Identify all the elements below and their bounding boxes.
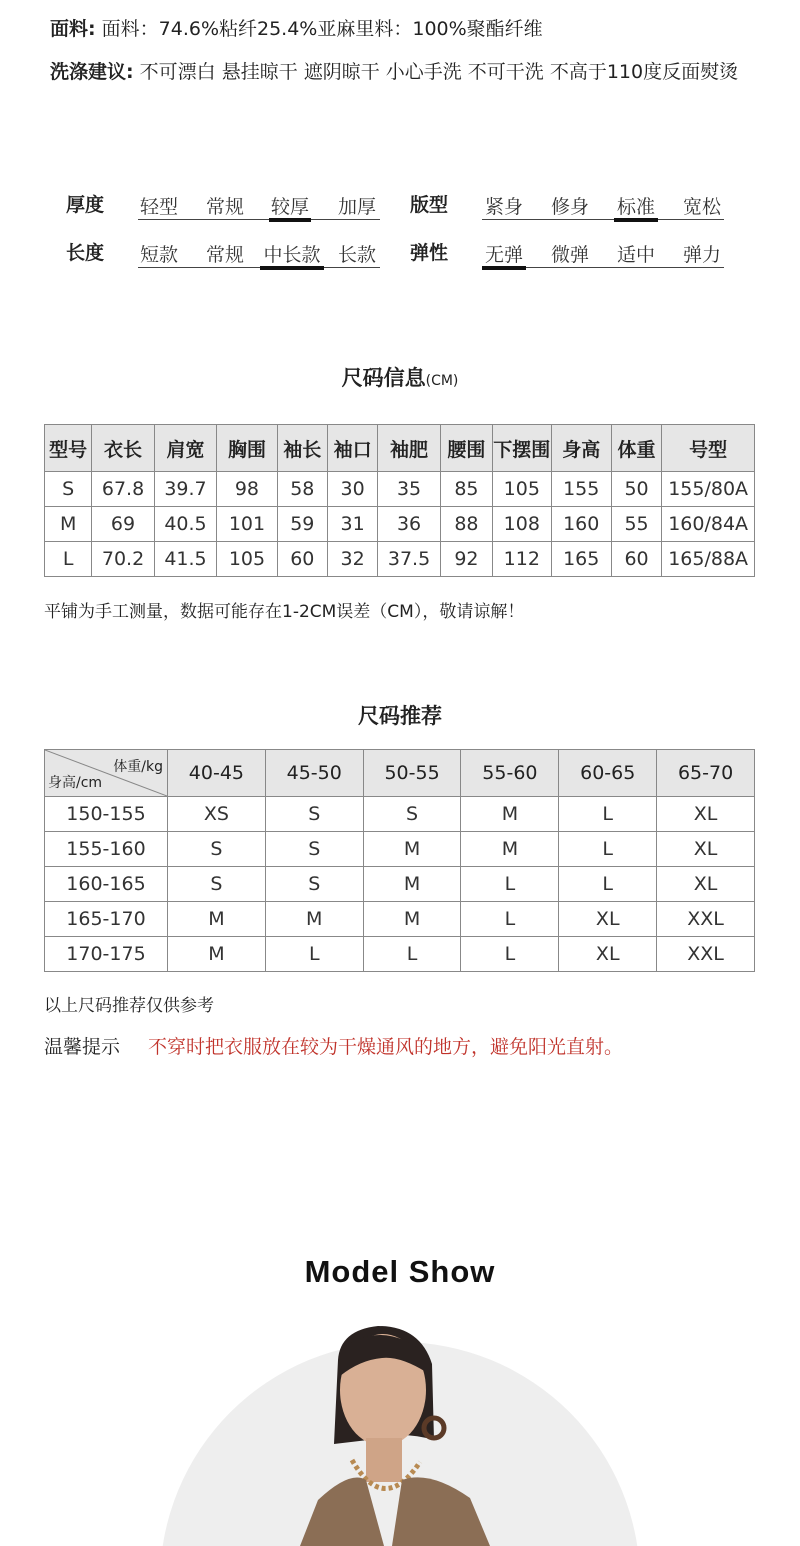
recommend-size-cell: S: [363, 797, 461, 832]
recommend-size-cell: XXL: [657, 902, 755, 937]
recommend-size-cell: S: [265, 797, 363, 832]
size-table-cell: 70.2: [92, 542, 154, 577]
recommend-size-cell: M: [461, 832, 559, 867]
size-table-cell: 60: [277, 542, 327, 577]
size-table-cell: 58: [277, 472, 327, 507]
attr-selected-mark-length: [260, 266, 324, 270]
wash-info: [50, 54, 770, 91]
table-row: [45, 507, 755, 542]
corner-height-label: 身高/cm: [48, 775, 103, 791]
attr-option-elasticity-0: 无弹: [484, 244, 523, 266]
size-table-cell: 160: [551, 507, 611, 542]
recommend-size-cell: XS: [168, 797, 266, 832]
corner-weight-label: 体重/kg: [113, 759, 163, 775]
recommend-size-cell: L: [461, 902, 559, 937]
fabric-label: 面料:: [50, 18, 96, 40]
attr-option-elasticity-2: 适中: [616, 244, 655, 266]
size-table-cell: M: [45, 507, 92, 542]
recommend-size-cell: M: [265, 902, 363, 937]
size-table-cell: 69: [92, 507, 154, 542]
size-recommend-note: 以上尺码推荐仅供参考: [44, 996, 214, 1016]
size-table-header-cell: 体重: [611, 425, 661, 472]
attr-label-thickness: 厚度: [66, 194, 105, 216]
size-table-cell: 165: [551, 542, 611, 577]
size-table-header-cell: 腰围: [440, 425, 492, 472]
recommend-size-cell: M: [461, 797, 559, 832]
size-table-cell: 31: [327, 507, 377, 542]
attr-option-length-0: 短款: [139, 244, 178, 266]
wash-label: 洗涤建议:: [50, 61, 134, 83]
recommend-weight-header: 45-50: [265, 750, 363, 797]
attr-label-elasticity: 弹性: [410, 242, 449, 264]
size-recommend-title: 尺码推荐: [358, 704, 442, 728]
attr-underline-length: [138, 267, 380, 268]
size-info-title-text: 尺码信息: [341, 366, 426, 390]
size-table-cell: 41.5: [154, 542, 216, 577]
size-table-cell: 32: [327, 542, 377, 577]
size-info-table: [44, 424, 755, 577]
recommend-size-cell: M: [363, 867, 461, 902]
recommend-weight-header: 50-55: [363, 750, 461, 797]
size-table-cell: 165/88A: [662, 542, 755, 577]
size-table-cell: 59: [277, 507, 327, 542]
size-table-cell: 36: [378, 507, 440, 542]
attr-option-thickness-3: 加厚: [337, 196, 376, 218]
recommend-size-cell: XL: [657, 867, 755, 902]
recommend-height-cell: 165-170: [45, 902, 168, 937]
recommend-size-cell: L: [461, 937, 559, 972]
recommend-size-cell: M: [363, 902, 461, 937]
size-table-cell: 55: [611, 507, 661, 542]
size-table-cell: 98: [217, 472, 277, 507]
recommend-size-cell: M: [168, 937, 266, 972]
attr-underline-thickness: [138, 219, 380, 220]
size-table-header-cell: 袖口: [327, 425, 377, 472]
attr-option-thickness-1: 常规: [205, 196, 244, 218]
size-table-cell: 60: [611, 542, 661, 577]
size-table-cell: 50: [611, 472, 661, 507]
attr-option-length-1: 常规: [205, 244, 244, 266]
size-table-header-cell: 型号: [45, 425, 92, 472]
recommend-header-row: [45, 750, 755, 797]
attr-option-length-2: 中长款: [263, 244, 321, 266]
tip-text: 不穿时把衣服放在较为干燥通风的地方，避免阳光直射。: [148, 1036, 624, 1058]
attr-option-length-3: 长款: [337, 244, 376, 266]
size-info-note: 平铺为手工测量，数据可能存在1-2CM误差（CM），敬请谅解！: [44, 602, 525, 622]
size-table-header-cell: 胸围: [217, 425, 277, 472]
table-row: [45, 797, 755, 832]
attr-label-fit: 版型: [410, 194, 449, 216]
recommend-size-cell: XL: [559, 902, 657, 937]
table-row: [45, 472, 755, 507]
fabric-text: 面料：74.6%粘纤25.4%亚麻里料：100%聚酯纤维: [95, 18, 543, 40]
size-table-cell: 108: [493, 507, 551, 542]
recommend-size-cell: M: [168, 902, 266, 937]
size-table-header-cell: 号型: [662, 425, 755, 472]
size-table-header-row: [45, 425, 755, 472]
fabric-info: [50, 14, 543, 41]
model-illustration: [0, 1320, 800, 1546]
attr-underline-fit: [482, 219, 724, 220]
recommend-size-cell: S: [168, 832, 266, 867]
recommend-size-cell: XL: [657, 832, 755, 867]
size-table-cell: 67.8: [92, 472, 154, 507]
table-row: [45, 902, 755, 937]
recommend-size-cell: S: [265, 832, 363, 867]
recommend-size-cell: S: [168, 867, 266, 902]
size-table-cell: 92: [440, 542, 492, 577]
size-info-unit: (CM): [425, 373, 459, 389]
size-table-cell: 155/80A: [662, 472, 755, 507]
size-table-header-cell: 衣长: [92, 425, 154, 472]
model-show-title: Model Show: [304, 1254, 496, 1289]
size-table-cell: 85: [440, 472, 492, 507]
attr-option-fit-0: 紧身: [484, 196, 523, 218]
size-table-cell: 155: [551, 472, 611, 507]
size-table-cell: 101: [217, 507, 277, 542]
table-row: [45, 832, 755, 867]
size-table-cell: 37.5: [378, 542, 440, 577]
table-row: [45, 937, 755, 972]
size-table-cell: 39.7: [154, 472, 216, 507]
recommend-size-cell: XL: [559, 937, 657, 972]
recommend-weight-header: 65-70: [657, 750, 755, 797]
size-table-header-cell: 身高: [551, 425, 611, 472]
table-row: [45, 542, 755, 577]
tip-label: 温馨提示: [44, 1036, 121, 1058]
size-info-title: [0, 362, 800, 392]
size-table-header-cell: 肩宽: [154, 425, 216, 472]
attr-option-thickness-0: 轻型: [139, 196, 178, 218]
recommend-corner-cell: [45, 750, 168, 797]
size-table-cell: L: [45, 542, 92, 577]
recommend-size-cell: L: [461, 867, 559, 902]
recommend-weight-header: 55-60: [461, 750, 559, 797]
attr-option-elasticity-1: 微弹: [550, 244, 589, 266]
recommend-size-cell: S: [265, 867, 363, 902]
recommend-height-cell: 170-175: [45, 937, 168, 972]
attr-option-fit-2: 标准: [616, 196, 655, 218]
size-table-cell: S: [45, 472, 92, 507]
size-recommend-table: [44, 749, 755, 972]
recommend-size-cell: L: [265, 937, 363, 972]
recommend-weight-header: 40-45: [168, 750, 266, 797]
attr-selected-mark-fit: [614, 218, 658, 222]
table-row: [45, 867, 755, 902]
size-table-cell: 112: [493, 542, 551, 577]
size-table-header-cell: 下摆围: [493, 425, 551, 472]
size-table-cell: 105: [217, 542, 277, 577]
attr-selected-mark-elasticity: [482, 266, 526, 270]
attr-selected-mark-thickness: [269, 218, 311, 222]
size-table-cell: 160/84A: [662, 507, 755, 542]
recommend-size-cell: M: [363, 832, 461, 867]
size-table-cell: 88: [440, 507, 492, 542]
attr-option-fit-1: 修身: [550, 196, 589, 218]
model-photo: [0, 1320, 800, 1546]
recommend-size-cell: L: [559, 867, 657, 902]
size-table-cell: 105: [493, 472, 551, 507]
attr-option-thickness-2: 较厚: [270, 196, 309, 218]
size-table-header-cell: 袖长: [277, 425, 327, 472]
recommend-height-cell: 155-160: [45, 832, 168, 867]
recommend-size-cell: L: [559, 797, 657, 832]
attr-option-fit-3: 宽松: [682, 196, 721, 218]
recommend-size-cell: XXL: [657, 937, 755, 972]
wash-text: 不可漂白 悬挂晾干 遮阴晾干 小心手洗 不可干洗 不高于110度反面熨烫: [133, 61, 739, 83]
size-table-cell: 40.5: [154, 507, 216, 542]
size-table-cell: 30: [327, 472, 377, 507]
recommend-size-cell: XL: [657, 797, 755, 832]
recommend-height-cell: 150-155: [45, 797, 168, 832]
recommend-size-cell: L: [363, 937, 461, 972]
recommend-weight-header: 60-65: [559, 750, 657, 797]
recommend-size-cell: L: [559, 832, 657, 867]
attr-option-elasticity-3: 弹力: [682, 244, 721, 266]
recommend-height-cell: 160-165: [45, 867, 168, 902]
size-table-header-cell: 袖肥: [378, 425, 440, 472]
size-table-cell: 35: [378, 472, 440, 507]
attr-label-length: 长度: [66, 242, 105, 264]
